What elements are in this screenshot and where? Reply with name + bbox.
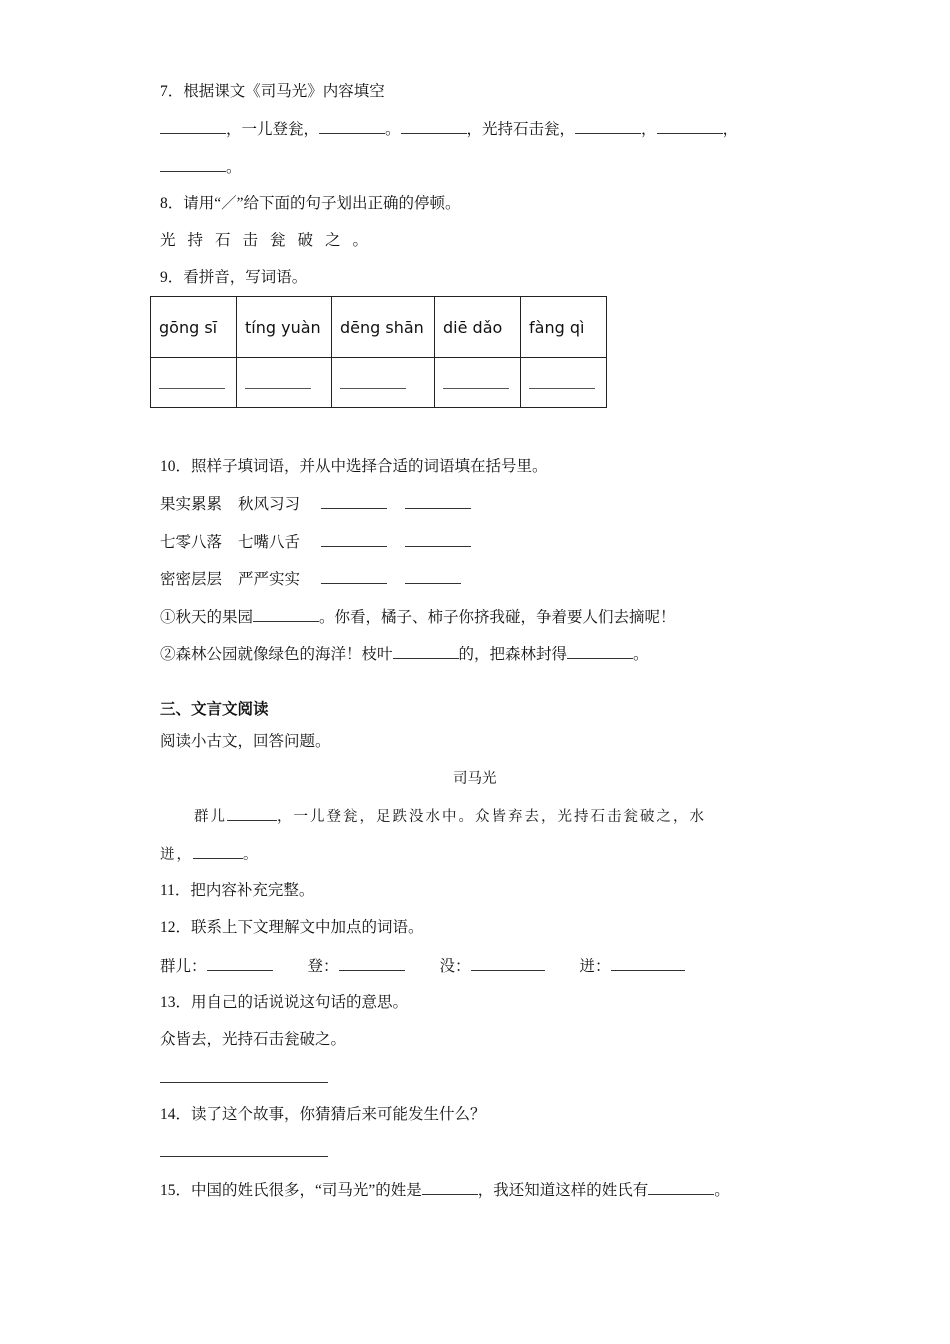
answer-blank[interactable] bbox=[319, 119, 385, 134]
q15-line bbox=[160, 1180, 730, 1201]
passage-text: 迸， bbox=[160, 847, 193, 863]
example-word: 七零八落 bbox=[160, 534, 223, 551]
example-word: 七嘴八舌 bbox=[238, 534, 301, 551]
passage-line-2 bbox=[160, 844, 260, 865]
q12-terms bbox=[160, 956, 685, 977]
answer-blank[interactable] bbox=[648, 1180, 714, 1195]
q8-sentence: 光持石击瓮破之。 bbox=[160, 232, 381, 249]
q7-line1 bbox=[160, 119, 738, 140]
example-word: 果实累累 bbox=[160, 496, 223, 513]
q8-title: 8．请用“／”给下面的句子划出正确的停顿。 bbox=[160, 195, 461, 212]
q10-row bbox=[160, 569, 461, 590]
q7-text: 。 bbox=[385, 121, 401, 138]
q14-title: 14．读了这个故事，你猜猜后来可能发生什么？ bbox=[160, 1106, 486, 1123]
sentence-text: 的，把森林封得 bbox=[458, 646, 568, 663]
q7-text: ，一儿登瓮， bbox=[226, 121, 320, 138]
sentence-text: 。 bbox=[633, 646, 649, 663]
answer-blank[interactable] bbox=[405, 532, 471, 547]
answer-cell[interactable] bbox=[332, 358, 435, 408]
q10-sentence-1 bbox=[160, 607, 676, 628]
answer-blank[interactable] bbox=[405, 494, 471, 509]
section-intro: 阅读小古文，回答问题。 bbox=[160, 733, 331, 750]
term-label: 没： bbox=[439, 958, 471, 975]
q7-text: ， bbox=[641, 121, 657, 138]
answer-blank[interactable] bbox=[321, 532, 387, 547]
example-word: 秋风习习 bbox=[238, 496, 301, 513]
q7-line2 bbox=[160, 157, 242, 178]
example-word: 密密层层 bbox=[160, 571, 223, 588]
passage-text: ，一儿登瓮，足跌没水中。众皆弃去，光持石击瓮破之，水 bbox=[277, 809, 706, 825]
answer-blank[interactable] bbox=[529, 378, 595, 389]
example-word: 严严实实 bbox=[238, 571, 301, 588]
q9-title: 9．看拼音，写词语。 bbox=[160, 269, 308, 286]
passage-text: 群儿 bbox=[194, 809, 227, 825]
q12-title: 12．联系上下文理解文中加点的词语。 bbox=[160, 919, 424, 936]
term-label: 迸： bbox=[579, 958, 611, 975]
answer-blank[interactable] bbox=[253, 607, 319, 622]
answer-blank[interactable] bbox=[657, 119, 723, 134]
q11-title: 11．把内容补充完整。 bbox=[160, 882, 315, 899]
q7-text: ， bbox=[722, 121, 739, 138]
q10-sentence-2 bbox=[160, 644, 649, 665]
pinyin-cell: dēng shān bbox=[332, 297, 435, 358]
answer-blank[interactable] bbox=[207, 956, 273, 971]
q14-answer-line bbox=[160, 1142, 328, 1163]
answer-blank[interactable] bbox=[401, 119, 467, 134]
q15-text: 15．中国的姓氏很多，“司马光”的姓是 bbox=[160, 1182, 422, 1199]
answer-blank[interactable] bbox=[159, 378, 225, 389]
q15-text: ，我还知道这样的姓氏有 bbox=[477, 1182, 649, 1199]
answer-blank[interactable] bbox=[160, 119, 226, 134]
passage-line-1 bbox=[194, 806, 706, 827]
term-label: 群儿： bbox=[160, 958, 207, 975]
passage-text: 。 bbox=[243, 847, 260, 863]
answer-cell[interactable] bbox=[435, 358, 521, 408]
answer-blank[interactable] bbox=[575, 119, 641, 134]
sentence-text: ②森林公园就像绿色的海洋！枝叶 bbox=[160, 646, 393, 663]
answer-blank[interactable] bbox=[567, 644, 633, 659]
q15-text: 。 bbox=[714, 1182, 730, 1199]
answer-cell[interactable] bbox=[521, 358, 607, 408]
answer-blank[interactable] bbox=[340, 378, 406, 389]
answer-blank[interactable] bbox=[405, 569, 461, 584]
q10-row bbox=[160, 494, 471, 515]
q13-title: 13．用自己的话说说这句话的意思。 bbox=[160, 994, 409, 1011]
pinyin-cell: gōng sī bbox=[151, 297, 237, 358]
sentence-text: 。你看，橘子、柿子你挤我碰，争着要人们去摘呢！ bbox=[319, 609, 676, 626]
q10-row bbox=[160, 532, 471, 553]
answer-blank[interactable] bbox=[160, 157, 226, 172]
section-heading: 三、文言文阅读 bbox=[160, 701, 269, 718]
answer-blank[interactable] bbox=[471, 956, 545, 971]
pinyin-cell: tíng yuàn bbox=[237, 297, 332, 358]
answer-blank[interactable] bbox=[160, 1142, 328, 1157]
q10-title: 10．照样子填词语，并从中选择合适的词语填在括号里。 bbox=[160, 458, 548, 475]
answer-blank[interactable] bbox=[321, 569, 387, 584]
answer-blank[interactable] bbox=[393, 644, 459, 659]
q7-text: 。 bbox=[226, 159, 242, 176]
answer-blank[interactable] bbox=[160, 1068, 328, 1083]
passage-title: 司马光 bbox=[453, 771, 497, 787]
term-label: 登： bbox=[307, 958, 339, 975]
pinyin-cell: fàng qì bbox=[521, 297, 607, 358]
answer-blank[interactable] bbox=[611, 956, 685, 971]
answer-blank[interactable] bbox=[245, 378, 311, 389]
answer-blank[interactable] bbox=[443, 378, 509, 389]
q13-sentence: 众皆去，光持石击瓮破之。 bbox=[160, 1031, 347, 1048]
sentence-text: ①秋天的果园 bbox=[160, 609, 254, 626]
answer-blank[interactable] bbox=[422, 1180, 478, 1195]
answer-blank[interactable] bbox=[339, 956, 405, 971]
answer-cell[interactable] bbox=[237, 358, 332, 408]
q7-text: ，光持石击瓮， bbox=[466, 121, 576, 138]
answer-blank[interactable] bbox=[227, 806, 277, 821]
pinyin-table bbox=[150, 296, 607, 408]
pinyin-cell: diē dǎo bbox=[435, 297, 521, 358]
q13-answer-line bbox=[160, 1068, 328, 1089]
answer-blank[interactable] bbox=[321, 494, 387, 509]
answer-cell[interactable] bbox=[151, 358, 237, 408]
q7-title: 7．根据课文《司马光》内容填空 bbox=[160, 83, 385, 100]
answer-blank[interactable] bbox=[193, 844, 243, 859]
